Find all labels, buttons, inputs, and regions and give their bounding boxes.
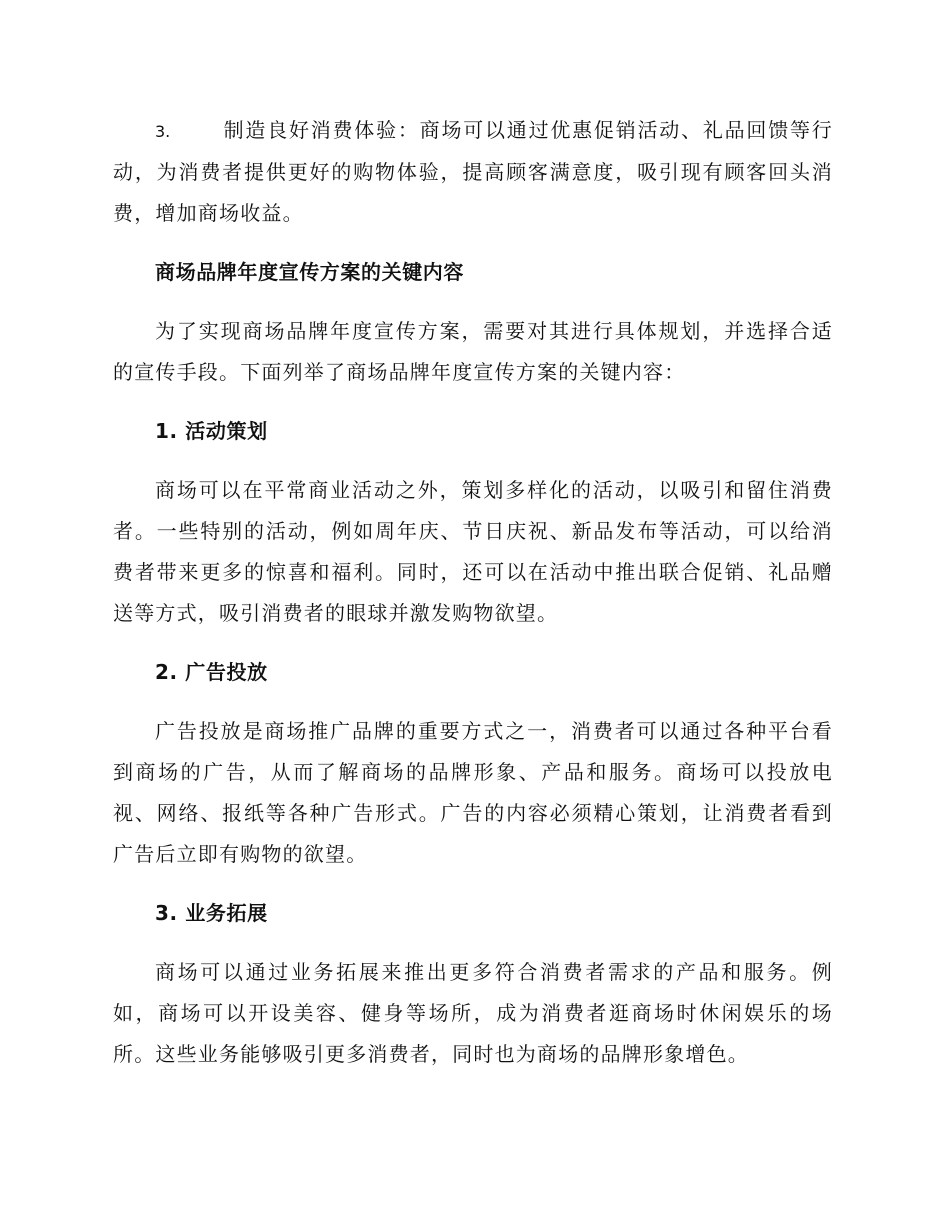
intro-list-text: 制造良好消费体验：商场可以通过优惠促销活动、礼品回馈等行动，为消费者提供更好的购物体验，提高顾客满意度，吸引现有顾客回头消费，增加商场收益。 [113, 118, 833, 225]
intro-list-number: 3. [155, 122, 171, 141]
item-body-business-expansion: 商场可以通过业务拓展来推出更多符合消费者需求的产品和服务。例如，商场可以开设美容、健身等场所，成为消费者逛商场时休闲娱乐的场所。这些业务能够吸引更多消费者，同时也为商场的品牌形象增色。 [113, 960, 833, 1066]
item-body-activity-planning: 商场可以在平常商业活动之外，策划多样化的活动，以吸引和留住消费者。一些特别的活动，例如周年庆、节日庆祝、新品发布等活动，可以给消费者带来更多的惊喜和福利。同时，还可以在活动中推出联合促销、礼品赠送等方式，吸引消费者的眼球并激发购物欲望。 [113, 478, 833, 625]
item-body-advertising: 广告投放是商场推广品牌的重要方式之一，消费者可以通过各种平台看到商场的广告，从而了解商场的品牌形象、产品和服务。商场可以投放电视、网络、报纸等各种广告形式。广告的内容必须精心策划，让消费者看到广告后立即有购物的欲望。 [113, 719, 833, 866]
item-heading-activity-planning: 1. 活动策划 [155, 419, 268, 443]
section-intro-paragraph: 为了实现商场品牌年度宣传方案，需要对其进行具体规划，并选择合适的宣传手段。下面列举了商场品牌年度宣传方案的关键内容： [113, 319, 833, 384]
intro-list-item [113, 110, 833, 234]
item-heading-advertising: 2. 广告投放 [155, 660, 268, 684]
document-content [113, 110, 833, 1093]
section-title: 商场品牌年度宣传方案的关键内容 [155, 260, 464, 284]
item-heading-business-expansion: 3. 业务拓展 [155, 901, 268, 925]
